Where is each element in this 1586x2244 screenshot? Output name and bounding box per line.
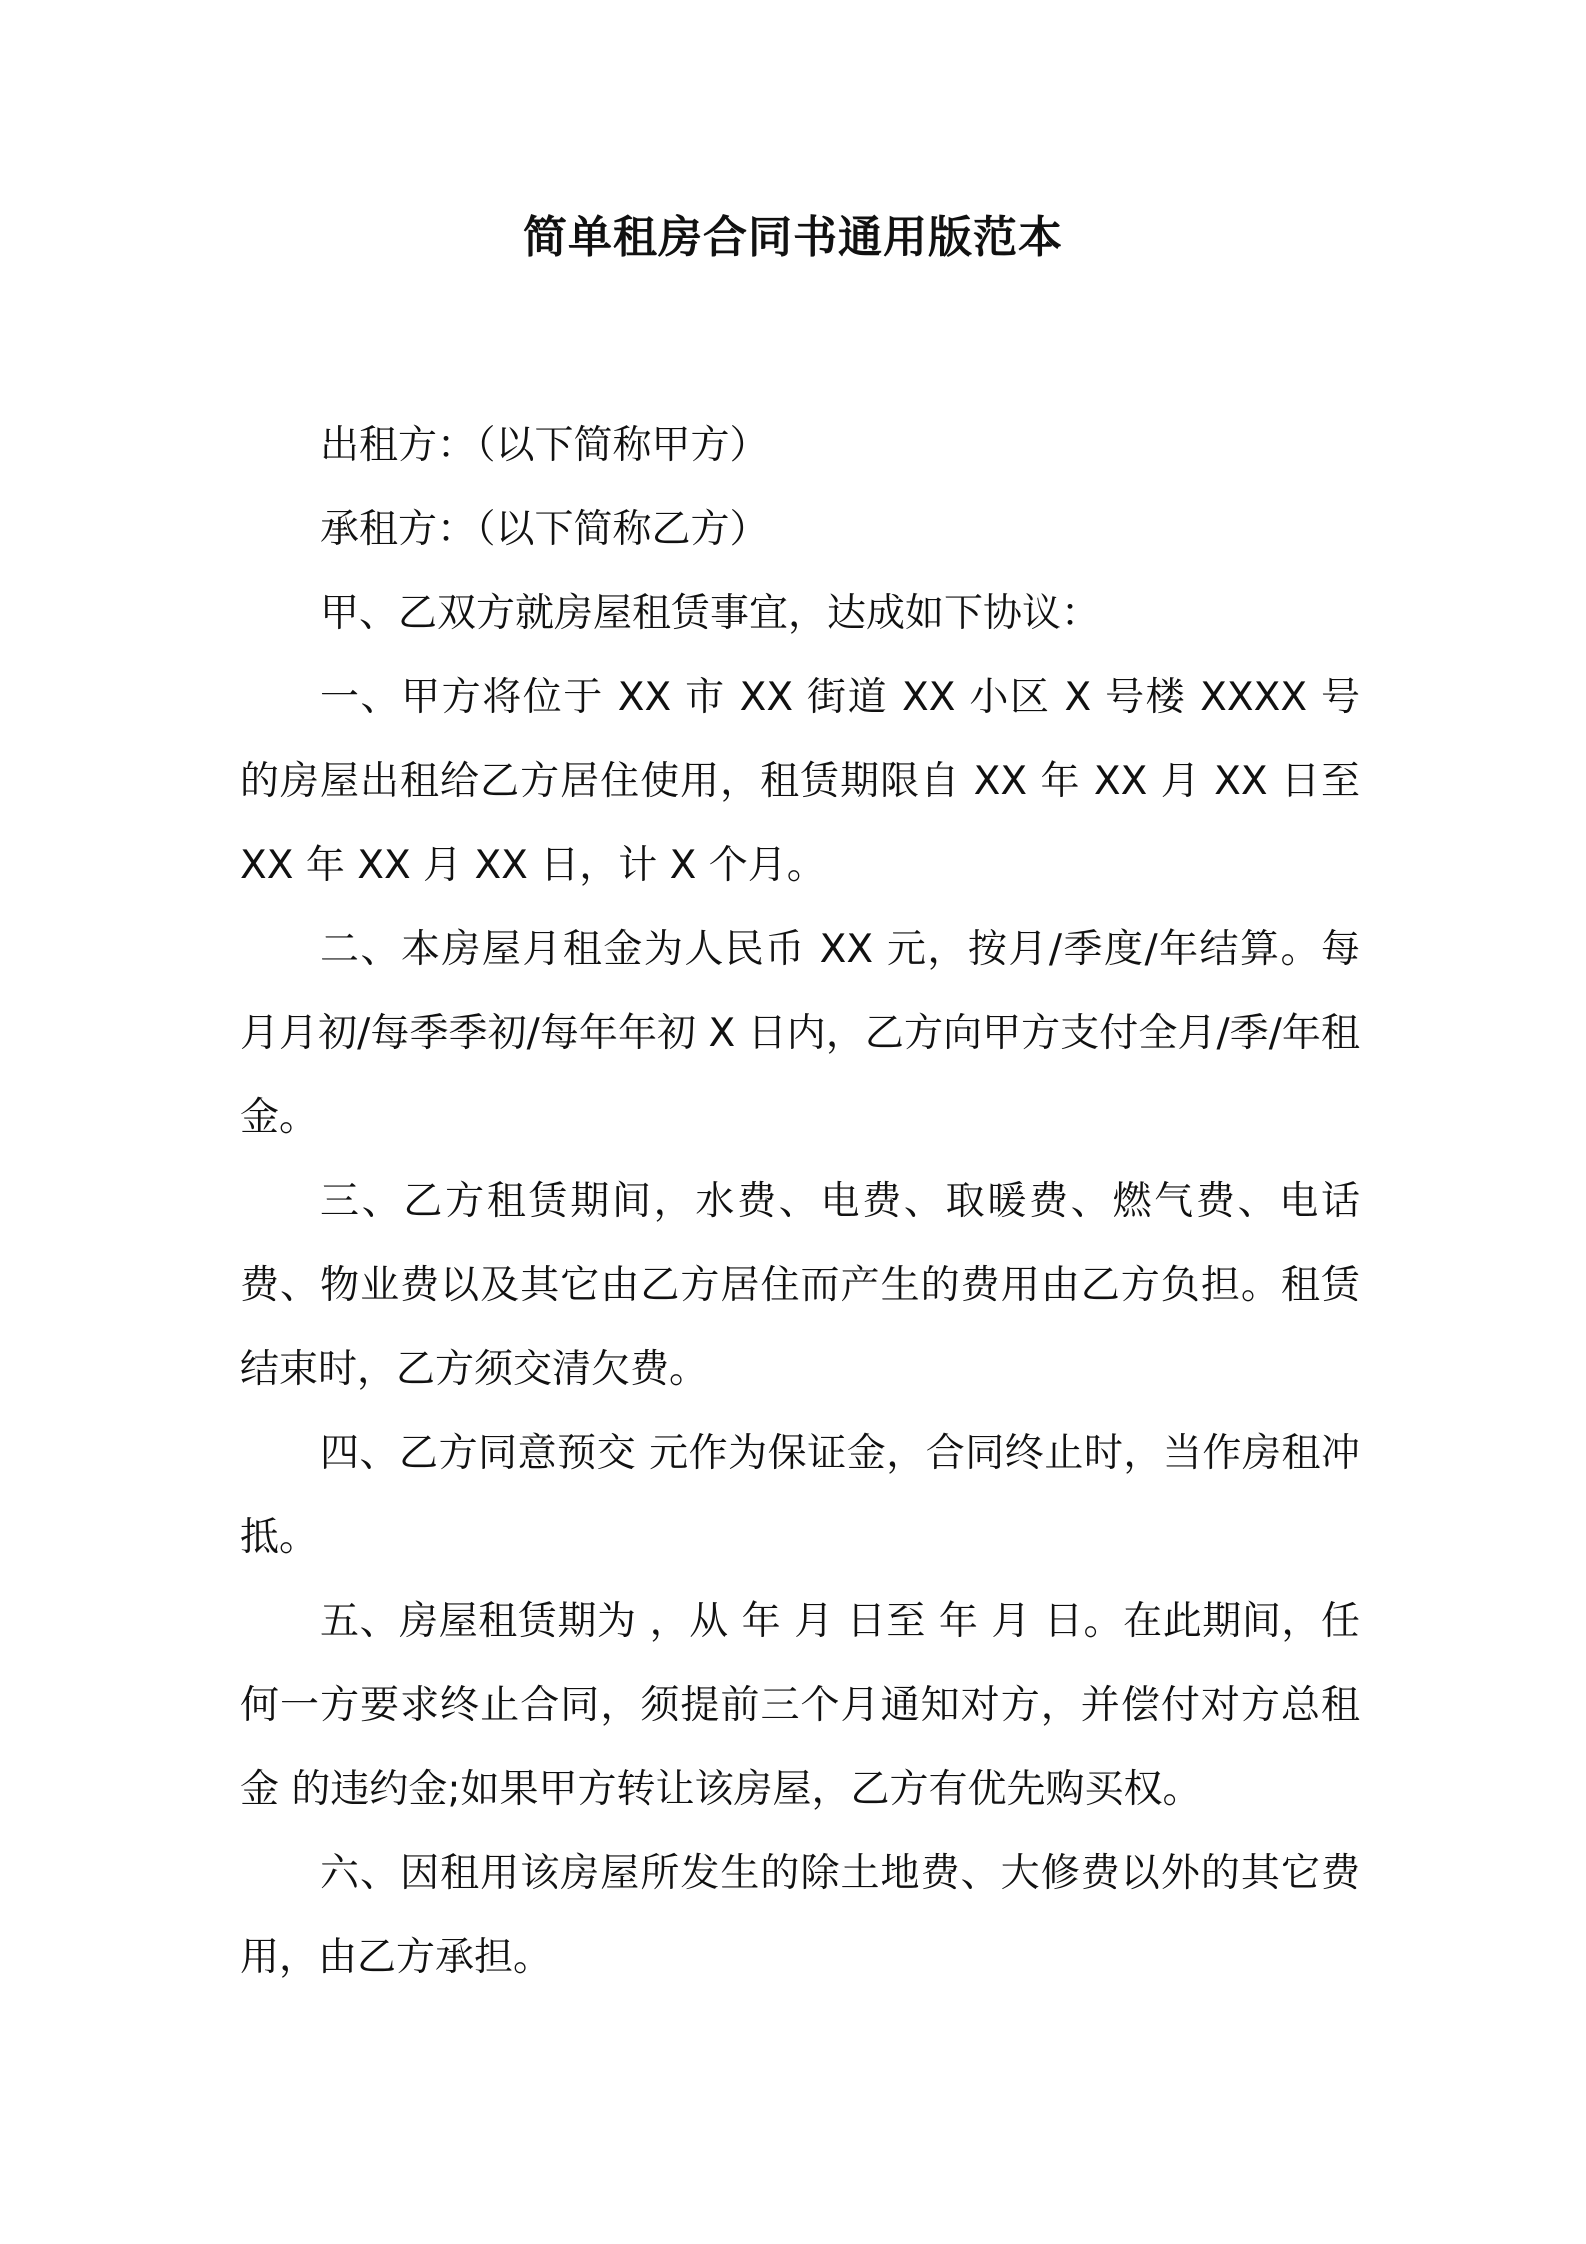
party-lessee: 承租方：（以下简称乙方） [320, 507, 769, 552]
clause-6: 六、因租用该房屋所发生的除土地费、大修费以外的其它费用，由乙方承担。 [240, 1851, 1360, 1980]
clause-1: 一、甲方将位于 XX 市 XX 街道 XX 小区 X 号楼 XXXX 号的房屋出租给乙方居住使用，租赁期限自 XX 年 XX 月 XX 日至 XX 年 XX 月 XX 日，计 X 个月。 [240, 675, 1360, 888]
document-title: 简单租房合同书通用版范本 [523, 212, 1063, 263]
party-lessor: 出租方：（以下简称甲方） [320, 423, 769, 468]
clause-2: 二、本房屋月租金为人民币 XX 元，按月/季度/年结算。每月月初/每季季初/每年年初 X 日内，乙方向甲方支付全月/季/年租金。 [240, 927, 1360, 1140]
agreement-intro: 甲、乙双方就房屋租赁事宜，达成如下协议： [320, 591, 1101, 636]
clause-5: 五、房屋租赁期为 ，从 年 月 日至 年 月 日。在此期间，任何一方要求终止合同，须提前三个月通知对方，并偿付对方总租金 的违约金;如果甲方转让该房屋，乙方有优先购买权。 [240, 1599, 1360, 1812]
clause-4: 四、乙方同意预交 元作为保证金，合同终止时，当作房租冲抵。 [240, 1431, 1360, 1560]
document-body [240, 404, 1360, 2000]
clause-3: 三、乙方租赁期间，水费、电费、取暖费、燃气费、电话费、物业费以及其它由乙方居住而产生的费用由乙方负担。租赁结束时，乙方须交清欠费。 [240, 1179, 1360, 1392]
